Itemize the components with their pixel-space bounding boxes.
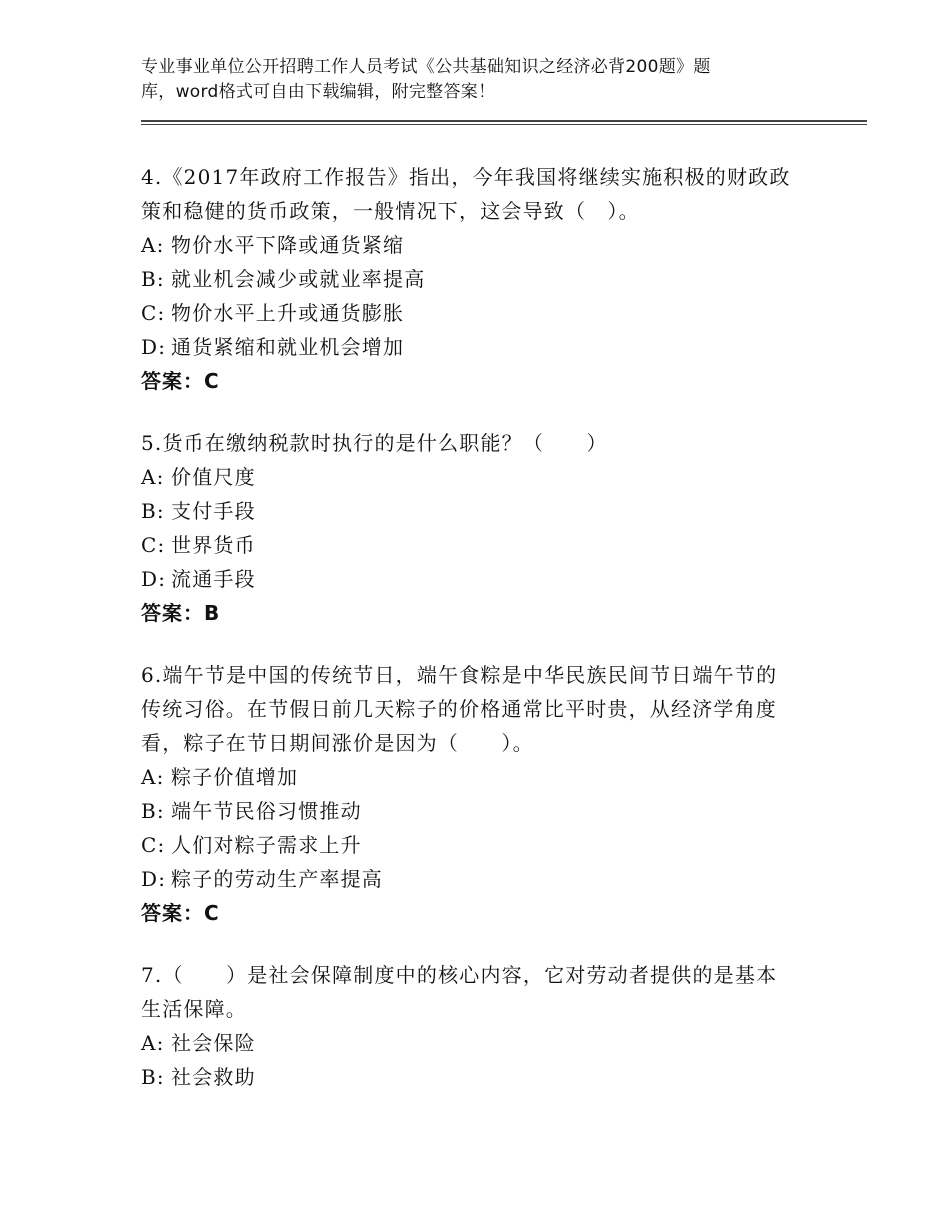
option-letter: D: xyxy=(141,867,167,891)
option-a xyxy=(141,1026,821,1060)
option-letter: D: xyxy=(141,567,167,591)
option-text: 世界货币 xyxy=(171,533,256,557)
option-text: 物价水平下降或通货紧缩 xyxy=(171,233,405,257)
option-letter: A: xyxy=(141,765,165,789)
option-text: 就业机会减少或就业率提高 xyxy=(171,267,426,291)
option-d xyxy=(141,862,821,896)
option-a xyxy=(141,760,821,794)
question-list xyxy=(141,160,821,1122)
question-4 xyxy=(141,160,821,398)
option-text: 人们对粽子需求上升 xyxy=(171,833,362,857)
question-stem-line: 传统习俗。在节假日前几天粽子的价格通常比平时贵，从经济学角度 xyxy=(141,697,777,721)
option-letter: D: xyxy=(141,335,167,359)
option-letter: A: xyxy=(141,465,165,489)
question-stem-line: 策和稳健的货币政策，一般情况下，这会导致（ ）。 xyxy=(141,199,640,223)
question-7 xyxy=(141,958,821,1094)
answer-label: 答案：C xyxy=(141,901,220,925)
option-letter: A: xyxy=(141,233,165,257)
option-c xyxy=(141,828,821,862)
option-b xyxy=(141,794,821,828)
answer-label: 答案：B xyxy=(141,601,221,625)
option-text: 价值尺度 xyxy=(171,465,256,489)
answer-label: 答案：C xyxy=(141,369,220,393)
option-text: 社会保险 xyxy=(171,1031,256,1055)
option-d xyxy=(141,562,821,596)
option-text: 粽子的劳动生产率提高 xyxy=(171,867,383,891)
question-stem-line: 7.（ ）是社会保障制度中的核心内容，它对劳动者提供的是基本 xyxy=(141,963,778,987)
option-text: 通货紧缩和就业机会增加 xyxy=(171,335,405,359)
option-text: 流通手段 xyxy=(171,567,256,591)
option-text: 粽子价值增加 xyxy=(171,765,299,789)
question-stem-line: 4.《2017年政府工作报告》指出，今年我国将继续实施积极的财政政 xyxy=(141,165,791,189)
option-letter: C: xyxy=(141,301,166,325)
question-5 xyxy=(141,426,821,630)
header-line-1: 专业事业单位公开招聘工作人员考试《公共基础知识之经济必背200题》题 xyxy=(141,57,711,77)
option-letter: B: xyxy=(141,267,165,291)
option-text: 社会救助 xyxy=(171,1065,256,1089)
question-stem-line: 6.端午节是中国的传统节日，端午食粽是中华民族民间节日端午节的 xyxy=(141,663,778,687)
option-text: 支付手段 xyxy=(171,499,256,523)
option-letter: B: xyxy=(141,499,165,523)
option-text: 物价水平上升或通货膨胀 xyxy=(171,301,405,325)
document-header xyxy=(141,55,781,105)
option-b xyxy=(141,1060,821,1094)
question-stem-line: 5.货币在缴纳税款时执行的是什么职能？（ ） xyxy=(141,431,608,455)
option-letter: C: xyxy=(141,533,166,557)
option-a xyxy=(141,228,821,262)
question-stem-line: 看，粽子在节日期间涨价是因为（ ）。 xyxy=(141,731,534,755)
option-letter: B: xyxy=(141,1065,165,1089)
option-b xyxy=(141,262,821,296)
option-letter: B: xyxy=(141,799,165,823)
option-c xyxy=(141,528,821,562)
option-a xyxy=(141,460,821,494)
header-divider xyxy=(141,120,867,125)
option-d xyxy=(141,330,821,364)
header-line-2: 库，word格式可自由下载编辑，附完整答案！ xyxy=(141,82,496,102)
option-text: 端午节民俗习惯推动 xyxy=(171,799,362,823)
question-6 xyxy=(141,658,821,930)
question-stem-line: 生活保障。 xyxy=(141,997,247,1021)
option-c xyxy=(141,296,821,330)
option-letter: A: xyxy=(141,1031,165,1055)
option-letter: C: xyxy=(141,833,166,857)
option-b xyxy=(141,494,821,528)
